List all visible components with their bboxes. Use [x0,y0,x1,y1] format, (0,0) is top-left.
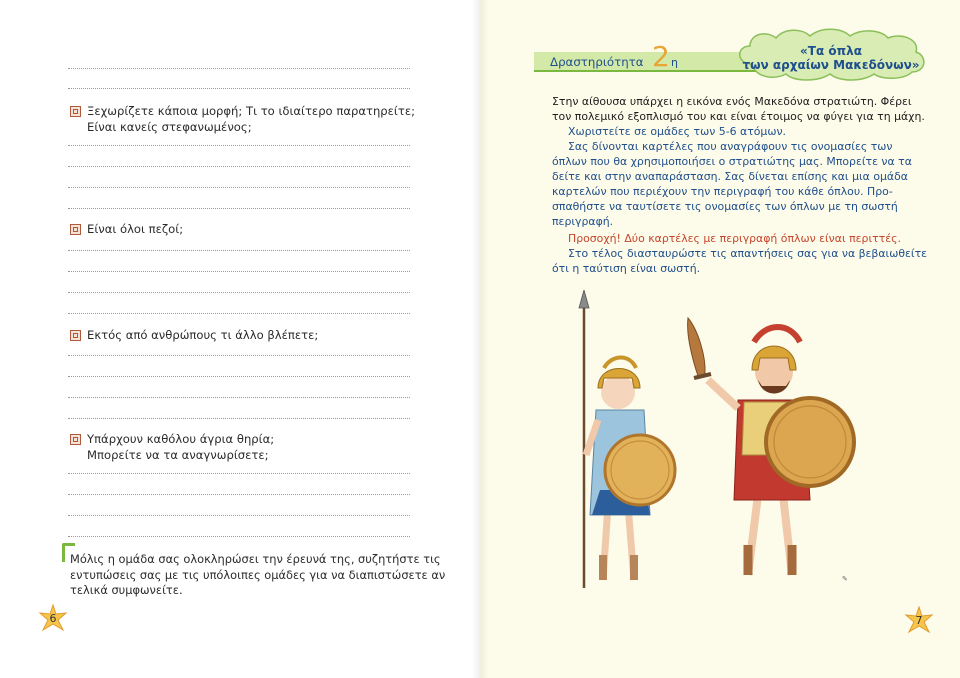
activity-title-cloud [732,24,930,84]
answer-line[interactable] [68,292,410,293]
page-number-right: 7 [904,606,934,636]
closing-note [62,543,446,603]
answer-line[interactable] [68,418,410,419]
answer-line[interactable] [68,187,410,188]
answer-line[interactable] [68,536,410,537]
activity-title-line: «Τα όπλα [800,44,862,58]
answer-line[interactable] [68,473,410,474]
instruction-line: δείτε και στην αναπαράσταση. Σας δίνεται επίσης και μια ομάδα [552,170,908,183]
page-number-left: 6 [38,604,68,634]
macedonian-soldiers-illustration [548,290,888,595]
question-text: Είναι όλοι πεζοί; [87,222,184,236]
instruction-line: Στο τέλος διασταυρώστε τις απαντήσεις σας για να βεβαιωθείτε [568,247,928,260]
answer-line[interactable] [68,88,410,89]
instruction-line: περιγραφή. [552,215,614,228]
question-3 [70,328,318,344]
answer-line[interactable] [68,250,410,251]
answer-line[interactable] [68,515,410,516]
question-box-icon [70,224,81,235]
instruction-line: Σας δίνονται καρτέλες που αναγράφουν τις ονομασίες των [568,140,893,153]
answer-line[interactable] [68,376,410,377]
activity-number: 2 [652,40,670,73]
answer-line[interactable] [68,271,410,272]
answer-line[interactable] [68,68,410,69]
answer-line[interactable] [68,397,410,398]
activity-suffix: η [671,56,678,69]
closing-line: Μόλις η ομάδα σας ολοκληρώσει την έρευνά της, συζητήστε τις [70,552,441,566]
question-box-icon [70,434,81,445]
warning-prefix: Προσοχή! [568,232,621,245]
question-1 [70,104,415,135]
answer-line[interactable] [68,355,410,356]
question-box-icon [70,106,81,117]
closing-line: εντυπώσεις σας με τις υπόλοιπες ομάδες για να διαπιστώσετε αν [70,567,446,582]
activity-label: Δραστηριότητα [550,55,644,69]
answer-line[interactable] [68,208,410,209]
warning-line [568,232,948,247]
activity-title-line: των αρχαίων Μακεδόνων» [742,58,920,72]
answer-line[interactable] [68,494,410,495]
question-box-icon [70,330,81,341]
instruction-line: καρτελών που περιέχουν την περιγραφή του κάθε όπλου. Προ- [552,185,893,198]
answer-line[interactable] [68,166,410,167]
closing-line: τελικά συμφωνείτε. [70,583,183,597]
artist-signature: ✎ [842,575,848,583]
book-gutter [472,0,488,678]
question-text: Υπάρχουν καθόλου άγρια θηρία; [87,432,275,446]
instruction-line: σπαθήστε να ταυτίσετε τις ονομασίες των όπλων με τη σωστή [552,200,898,213]
question-4 [70,432,274,463]
instruction-line: Στην αίθουσα υπάρχει η εικόνα ενός Μακεδόνα στρατιώτη. Φέρει [552,95,912,108]
warning-text: Δύο καρτέλες με περιγραφή όπλων είναι περιττές. [624,232,901,245]
question-text: Ξεχωρίζετε κάποια μορφή; Τι το ιδιαίτερο παρατηρείτε; [87,104,415,118]
answer-line[interactable] [68,145,410,146]
question-text: Μπορείτε να τα αναγνωρίσετε; [87,447,269,462]
question-2 [70,222,183,238]
answer-line[interactable] [68,313,410,314]
instruction-line: ότι η ταύτιση είναι σωστή. [552,262,701,275]
instruction-line: Χωριστείτε σε ομάδες των 5-6 ατόμων. [568,125,787,138]
instruction-line: τον πολεμικό εξοπλισμό του και είναι έτοιμος να φύγει για τη μάχη. [552,110,925,123]
question-text: Είναι κανείς στεφανωμένος; [87,119,252,134]
question-text: Εκτός από ανθρώπους τι άλλο βλέπετε; [87,328,319,342]
instruction-line: όπλων που θα χρησιμοποιήσει ο στρατιώτης μας. Μπορείτε να τα [552,155,912,168]
